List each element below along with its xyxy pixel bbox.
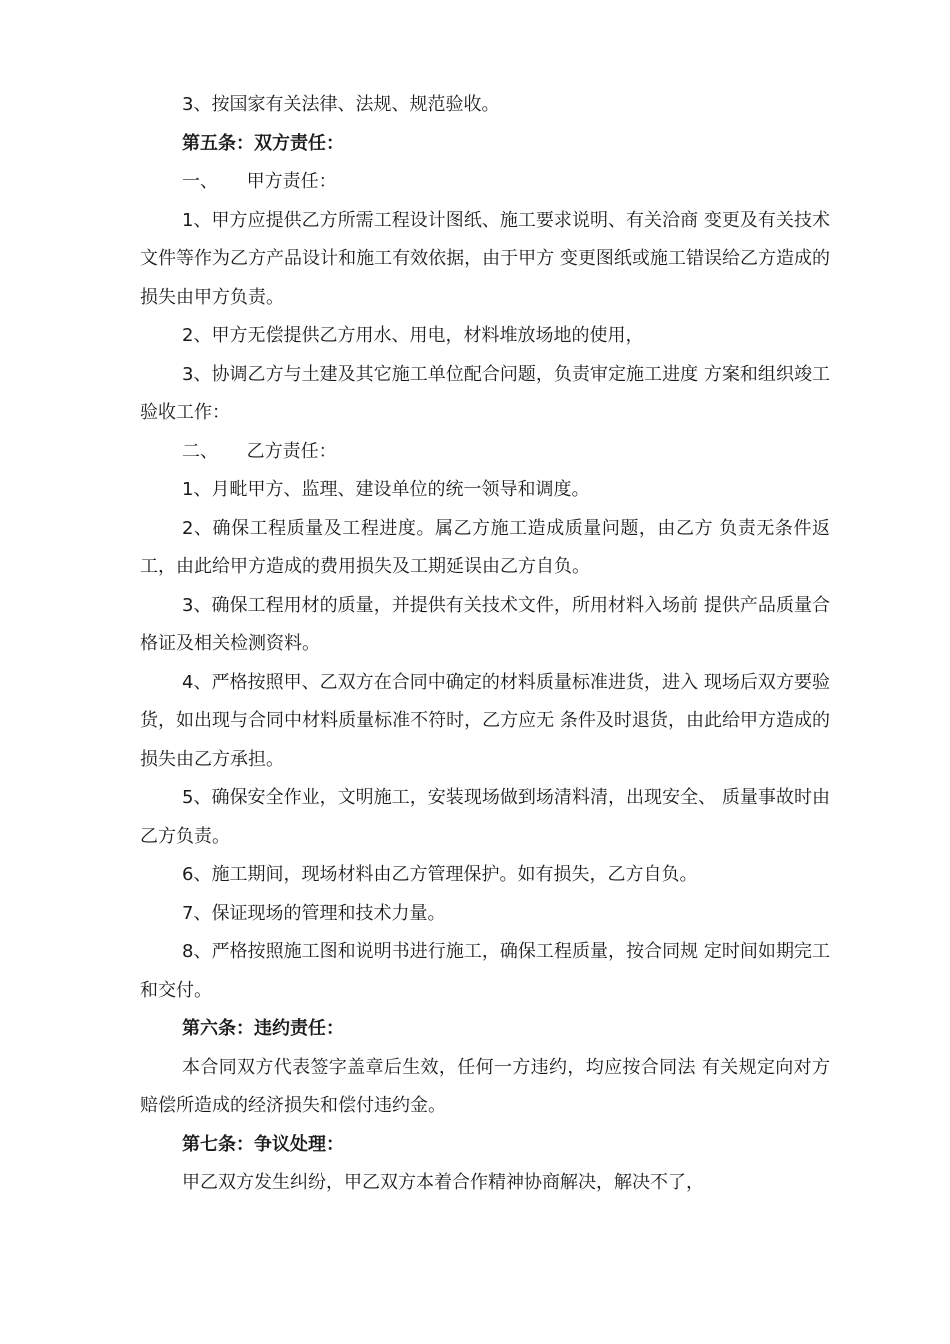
article-6-body: 本合同双方代表签字盖章后生效，任何一方违约，均应按合同法 有关规定向对方赔偿所造成的经济损失和偿付违约金。 (140, 1056, 830, 1116)
document-body (140, 86, 830, 1203)
party-a-item-1: 1、甲方应提供乙方所需工程设计图纸、施工要求说明、有关洽商 变更及有关技术文件等作为乙方产品设计和施工有效依据，由于甲方 变更图纸或施工错误给乙方造成的损失由甲方负责。 (140, 209, 830, 308)
party-b-responsibility-heading: 二、 乙方责任： (182, 440, 337, 462)
party-a-responsibility-heading: 一、 甲方责任： (182, 171, 337, 192)
article-5-heading: 第五条：双方责任： (182, 132, 344, 154)
paragraph-item-3: 3、按国家有关法律、法规、规范验收。 (182, 94, 500, 115)
party-b-item-4: 4、严格按照甲、乙双方在合同中确定的材料质量标准进货，进入 现场后双方要验货，如出现与合同中材料质量标准不符时，乙方应无 条件及时退货，由此给甲方造成的损失由乙方承担。 (140, 671, 830, 770)
article-6-heading: 第六条：违约责任： (182, 1018, 344, 1039)
party-b-item-1: 1、月毗甲方、监理、建设单位的统一领导和调度。 (182, 479, 590, 500)
article-7-body: 甲乙双方发生纠纷，甲乙双方本着合作精神协商解决，解决不了， (182, 1172, 704, 1193)
article-7-heading: 第七条：争议处理： (182, 1133, 344, 1155)
party-a-item-2: 2、甲方无偿提供乙方用水、用电，材料堆放场地的使用， (182, 325, 644, 346)
party-b-item-5: 5、确保安全作业，文明施工，安装现场做到场清料清，出现安全、 质量事故时由乙方负责。 (140, 787, 830, 847)
party-b-item-2: 2、确保工程质量及工程进度。属乙方施工造成质量问题，由乙方 负责无条件返工，由此给甲方造成的费用损失及工期延误由乙方自负。 (140, 517, 830, 577)
party-b-item-7: 7、保证现场的管理和技术力量。 (182, 902, 446, 924)
party-b-item-3: 3、确保工程用材的质量，并提供有关技术文件，所用材料入场前 提供产品质量合格证及相关检测资料。 (140, 594, 830, 654)
party-b-item-6: 6、施工期间，现场材料由乙方管理保护。如有损失，乙方自负。 (182, 864, 698, 885)
party-a-item-3: 3、协调乙方与土建及其它施工单位配合问题，负责审定施工进度 方案和组织竣工验收工作： (140, 363, 830, 423)
party-b-item-8: 8、严格按照施工图和说明书进行施工，确保工程质量，按合同规 定时间如期完工和交付。 (140, 941, 830, 1001)
